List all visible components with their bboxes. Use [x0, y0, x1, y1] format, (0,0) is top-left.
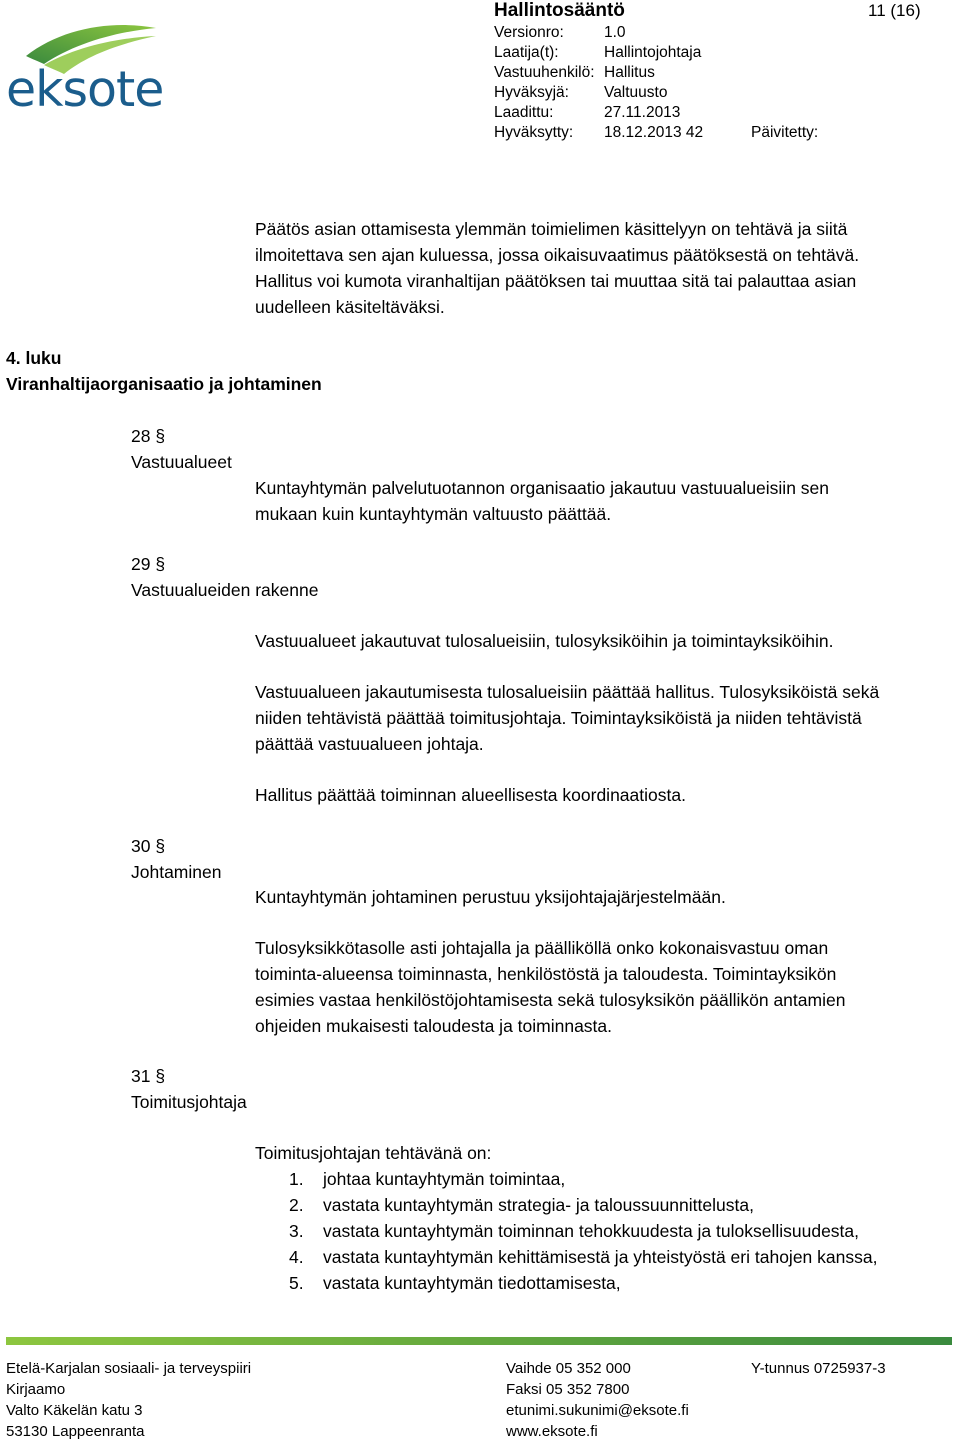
text-line: esimies vastaa henkilöstöjohtamisesta sekä tulosyksikön päällikön antamien [255, 990, 846, 1010]
list-item-number: 4. [289, 1247, 304, 1267]
footer-y-tunnus: Y-tunnus 0725937-3 [751, 1360, 886, 1377]
footer-phone: Vaihde 05 352 000 [506, 1360, 631, 1377]
text-line: Tulosyksikkötasolle asti johtajalla ja päälliköllä onko kokonaisvastuu oman [255, 938, 829, 958]
chapter-number: 4. luku [6, 348, 62, 368]
section-28-heading [131, 423, 331, 475]
section-29-heading [131, 551, 331, 603]
footer-registry: Kirjaamo [6, 1381, 66, 1398]
list-item-text: vastata kuntayhtymän strategia- ja taloussuunnittelusta, [323, 1195, 754, 1215]
footer-website: www.eksote.fi [506, 1423, 598, 1440]
section-29-paragraph-2 [255, 679, 945, 757]
text-line: mukaan kuin kuntayhtymän valtuusto päättää. [255, 504, 612, 524]
meta-label: Versionro: [494, 24, 564, 41]
meta-value: Hallintojohtaja [604, 44, 702, 61]
footer-email: etunimi.sukunimi@eksote.fi [506, 1402, 689, 1419]
meta-value: 1.0 [604, 24, 626, 41]
text-line: ohjeiden mukaisesti taloudesta ja toiminnasta. [255, 1016, 613, 1036]
section-31-heading [131, 1063, 331, 1115]
footer-address [6, 1358, 251, 1442]
page-number: 11 (16) [868, 1, 921, 20]
logo-text: eksote [6, 61, 164, 118]
list-item-text: vastata kuntayhtymän tiedottamisesta, [323, 1273, 621, 1293]
document-title: Hallintosääntö [494, 0, 625, 21]
meta-value: Valtuusto [604, 84, 668, 101]
footer-divider-bar [6, 1337, 952, 1345]
chapter-heading [6, 345, 322, 397]
text-line: Vastuualueen jakautumisesta tulosalueisiin päättää hallitus. Tulosyksiköistä sekä [255, 682, 880, 702]
footer-business-id [751, 1358, 886, 1379]
section-title: Toimitusjohtaja [131, 1092, 247, 1112]
eksote-logo [4, 22, 164, 122]
text-line: päättää vastuualueen johtaja. [255, 734, 484, 754]
chapter-title: Viranhaltijaorganisaatio ja johtaminen [6, 374, 322, 394]
section-title: Vastuualueiden rakenne [131, 580, 319, 600]
section-30-paragraph-1: Kuntayhtymän johtaminen perustuu yksijohtajajärjestelmään. [255, 887, 726, 907]
list-item-number: 1. [289, 1169, 304, 1189]
section-number: 31 § [131, 1066, 166, 1086]
text-line: Hallitus voi kumota viranhaltijan päätöksen tai muuttaa sitä tai palauttaa asian [255, 271, 857, 291]
section-28-text [255, 475, 945, 527]
meta-label: Laatija(t): [494, 44, 559, 61]
list-item [289, 1166, 565, 1192]
section-number: 29 § [131, 554, 166, 574]
footer-contact [506, 1358, 689, 1442]
section-title: Johtaminen [131, 862, 222, 882]
text-line: Päätös asian ottamisesta ylemmän toimielimen käsittelyyn on tehtävä ja siitä [255, 219, 848, 239]
meta-label: Vastuuhenkilö: [494, 64, 595, 81]
text-line: niiden tehtävistä päättää toimitusjohtaja. Toimintayksiköistä ja niiden tehtävistä [255, 708, 862, 728]
text-line: uudelleen käsiteltäväksi. [255, 297, 445, 317]
section-31-intro: Toimitusjohtajan tehtävänä on: [255, 1143, 492, 1163]
text-line: ilmoitettava sen ajan kuluessa, jossa oikaisuvaatimus päätöksestä on tehtävä. [255, 245, 860, 265]
meta-label: Laadittu: [494, 104, 554, 121]
section-title: Vastuualueet [131, 452, 232, 472]
section-30-paragraph-2 [255, 935, 945, 1039]
list-item-text: johtaa kuntayhtymän toimintaa, [323, 1169, 566, 1189]
list-item [289, 1270, 621, 1296]
section-29-paragraph-3: Hallitus päättää toiminnan alueellisesta koordinaatiosta. [255, 785, 686, 805]
meta-value: 27.11.2013 [604, 104, 681, 121]
section-29-paragraph-1: Vastuualueet jakautuvat tulosalueisiin, tulosyksiköihin ja toimintayksiköihin. [255, 631, 834, 651]
meta-label: Hyväksytty: [494, 124, 574, 141]
footer-street: Valto Käkelän katu 3 [6, 1402, 143, 1419]
footer-organization: Etelä-Karjalan sosiaali- ja terveyspiiri [6, 1360, 252, 1377]
list-item [289, 1218, 859, 1244]
list-item-number: 5. [289, 1273, 304, 1293]
list-item-text: vastata kuntayhtymän toiminnan tehokkuudesta ja tuloksellisuudesta, [323, 1221, 860, 1241]
list-item-number: 3. [289, 1221, 304, 1241]
list-item [289, 1244, 877, 1270]
section-number: 28 § [131, 426, 166, 446]
footer-postal: 53130 Lappeenranta [6, 1423, 145, 1440]
meta-label: Hyväksyjä: [494, 84, 569, 101]
meta-value: Hallitus [604, 64, 655, 81]
meta-value: 18.12.2013 42 [604, 124, 704, 141]
text-line: Kuntayhtymän palvelutuotannon organisaatio jakautuu vastuualueisiin sen [255, 478, 830, 498]
text-line: toiminta-alueensa toiminnasta, henkilöstöstä ja taloudesta. Toimintayksikön [255, 964, 837, 984]
meta-updated-label: Päivitetty: [751, 124, 819, 141]
section-30-heading [131, 833, 331, 885]
section-number: 30 § [131, 836, 166, 856]
list-item-number: 2. [289, 1195, 304, 1215]
intro-paragraph [255, 216, 945, 320]
footer-fax: Faksi 05 352 7800 [506, 1381, 630, 1398]
list-item [289, 1192, 754, 1218]
list-item-text: vastata kuntayhtymän kehittämisestä ja yhteistyöstä eri tahojen kanssa, [323, 1247, 878, 1267]
